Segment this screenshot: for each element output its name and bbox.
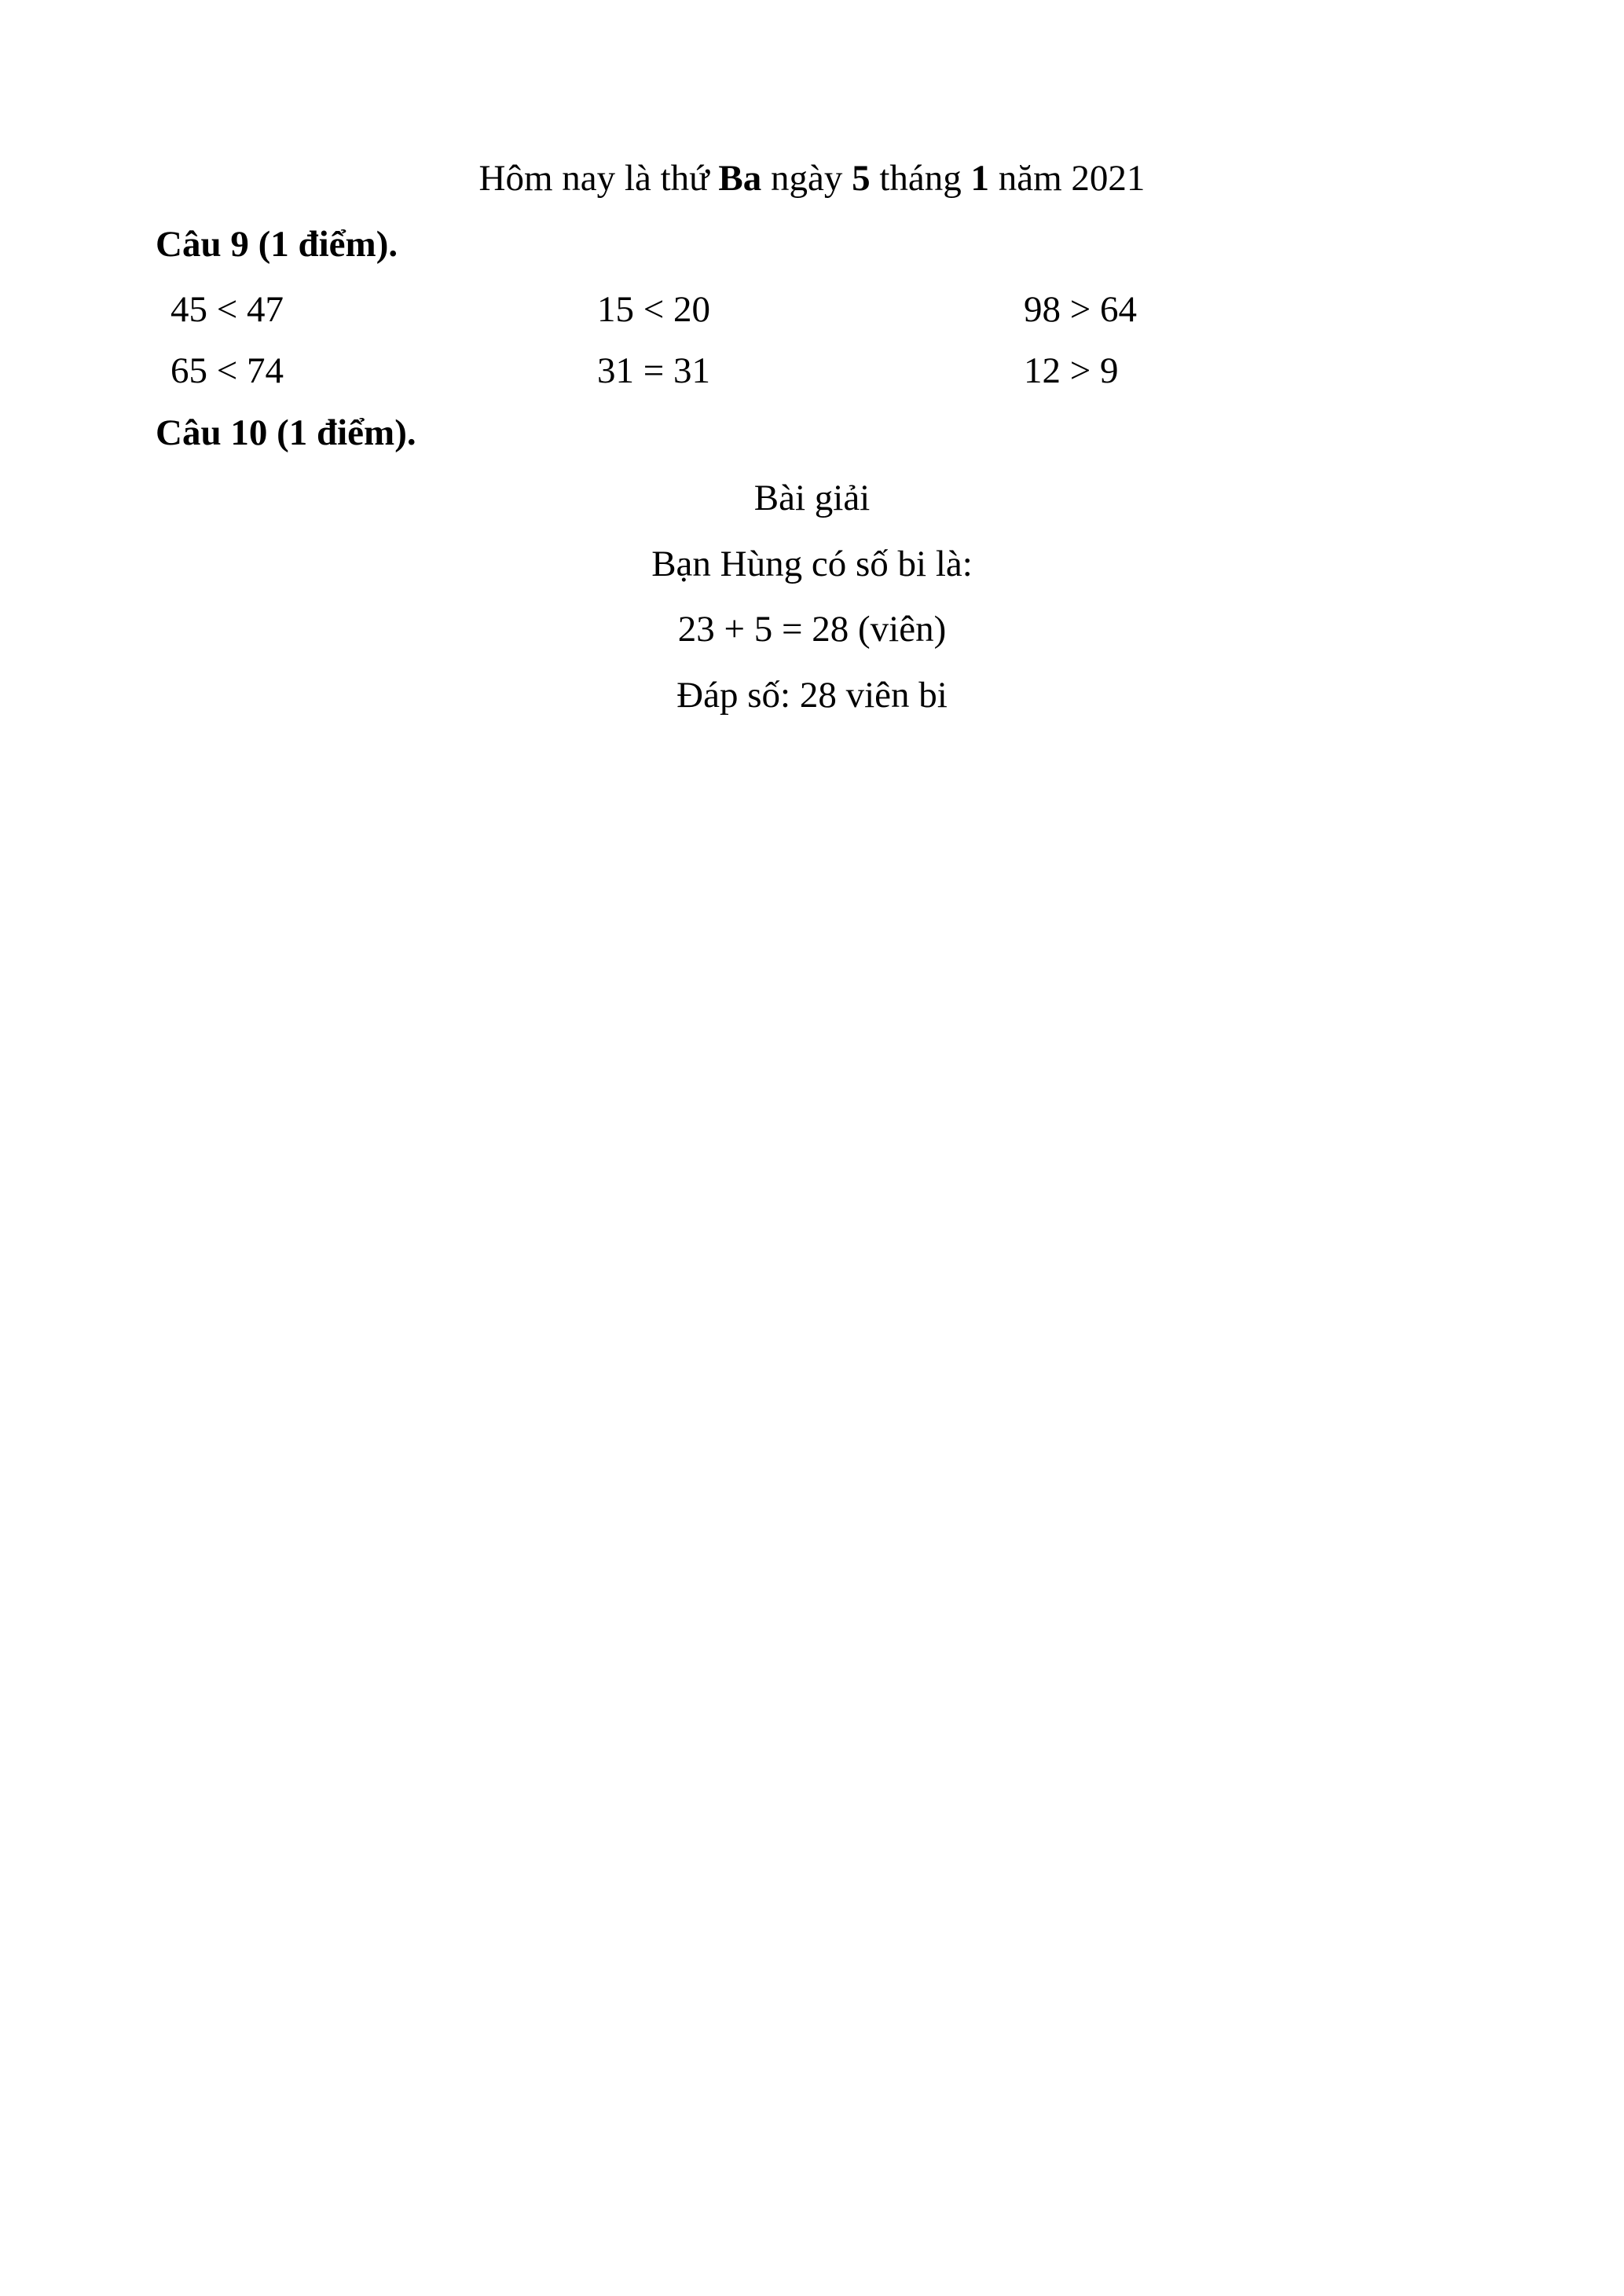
- date-part-2: ngày: [761, 158, 852, 199]
- date-part-1: Hôm nay là thứ: [478, 158, 719, 199]
- date-part-day-name: Ba: [718, 158, 762, 199]
- question-9-title: Câu 9 (1 điểm).: [156, 224, 398, 265]
- comparison-cell: 12 > 9: [1024, 350, 1119, 391]
- comparison-cell: 65 < 74: [170, 350, 284, 391]
- comparison-cell: 45 < 47: [170, 289, 284, 330]
- date-part-4: năm 2021: [989, 158, 1146, 199]
- comparison-cell: 31 = 31: [597, 350, 711, 391]
- solution-statement: Bạn Hùng có số bi là:: [651, 544, 973, 584]
- date-line: [0, 155, 1624, 202]
- solution-calculation: 23 + 5 = 28 (viên): [677, 609, 947, 650]
- comparison-cell: 98 > 64: [1024, 289, 1138, 330]
- comparison-cell: 15 < 20: [597, 289, 711, 330]
- date-part-3: tháng: [870, 158, 971, 199]
- date-part-day: 5: [852, 158, 871, 199]
- solution-heading: Bài giải: [753, 478, 871, 518]
- date-part-month: 1: [970, 158, 990, 199]
- question-10-title: Câu 10 (1 điểm).: [156, 412, 416, 453]
- solution-answer: Đáp số: 28 viên bi: [676, 675, 948, 716]
